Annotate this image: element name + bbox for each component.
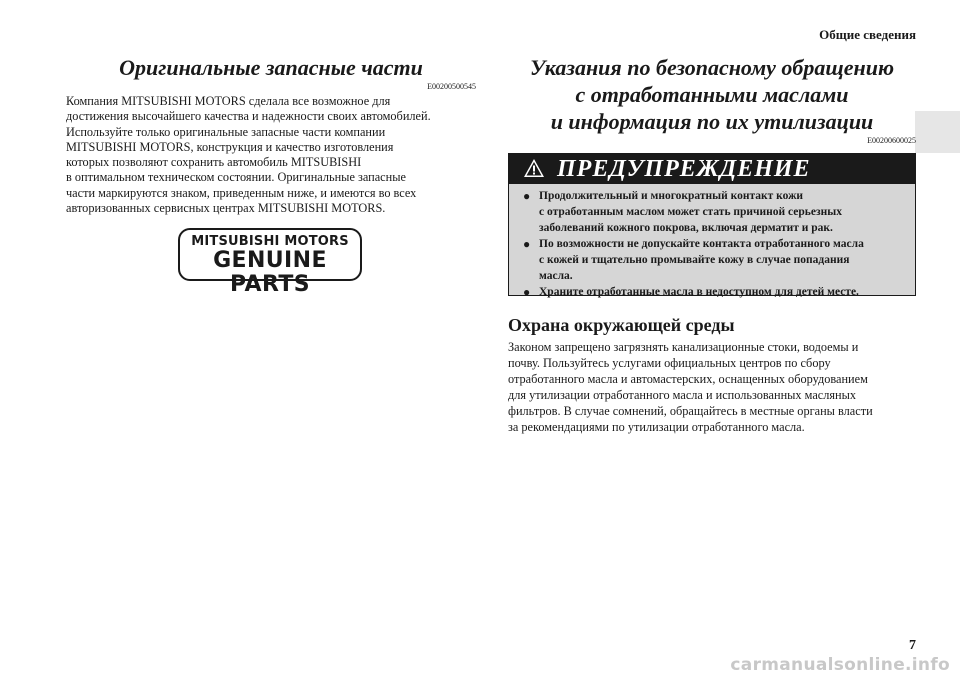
- warning-item: [523, 236, 907, 284]
- used-oil-title: [508, 54, 916, 135]
- text-line: авторизованных сервисных центрах MITSUBISHI MOTORS.: [66, 201, 386, 216]
- warning-line: с отработанным маслом может стать причиной серьезных: [539, 206, 842, 218]
- watermark: carmanualsonline.info: [730, 655, 950, 675]
- genuine-parts-text: [66, 94, 476, 216]
- warning-title: ПРЕДУПРЕЖДЕНИЕ: [557, 156, 811, 182]
- warning-line: заболеваний кожного покрова, включая дерматит и рак.: [539, 222, 833, 234]
- genuine-parts-section: [66, 54, 476, 216]
- warning-line: Продолжительный и многократный контакт кожи: [539, 190, 804, 202]
- text-line: которых позволяют сохранить автомобиль MITSUBISHI: [66, 155, 362, 170]
- text-line: Законом запрещено загрязнять канализационные стоки, водоемы и: [508, 340, 859, 354]
- warning-line: По возможности не допускайте контакта отработанного масла: [539, 238, 864, 250]
- text-line: фильтров. В случае сомнений, обращайтесь в местные органы власти: [508, 404, 873, 418]
- ref-code: E00200500545: [427, 82, 476, 91]
- page-number: 7: [909, 638, 916, 653]
- genuine-parts-logo: [178, 228, 362, 297]
- section-header: Общие сведения: [819, 27, 916, 42]
- text-line: MITSUBISHI MOTORS, конструкция и качество изготовления: [66, 139, 394, 154]
- warning-triangle-icon: [523, 158, 545, 178]
- text-line: Используйте только оригинальные запасные части компании: [66, 124, 386, 139]
- text-line: Компания MITSUBISHI MOTORS сделала все возможное для: [66, 94, 391, 108]
- warning-item: [523, 188, 907, 236]
- genuine-parts-title: Оригинальные запасные части: [119, 55, 423, 80]
- logo-top-text: MITSUBISHI MOTORS: [191, 234, 349, 249]
- text-line: в оптимальном техническом состоянии. Оригинальные запасные: [66, 170, 406, 185]
- text-line: для утилизации отработанного масла и использованных масляных: [508, 388, 857, 402]
- text-line: отработанного масла и автомастерских, оснащенных оборудованием: [508, 372, 868, 386]
- title-line: с отработанными маслами: [575, 82, 849, 107]
- environment-text: [508, 339, 916, 435]
- environment-section: [508, 313, 916, 435]
- warning-line: Храните отработанные масла в недоступном для детей месте.: [539, 286, 859, 298]
- logo-bottom-text: GENUINE PARTS: [213, 248, 327, 297]
- ref-code: E00200600025: [867, 136, 916, 145]
- warning-item: [523, 284, 907, 300]
- bullet-icon: ●: [523, 189, 531, 203]
- warning-header: [509, 154, 915, 184]
- bullet-icon: ●: [523, 285, 531, 299]
- side-tab: [915, 111, 960, 153]
- warning-line: с кожей и тщательно промывайте кожу в случае попадания: [539, 254, 850, 266]
- warning-line: масла.: [539, 270, 573, 282]
- used-oil-section: [508, 54, 916, 146]
- bullet-icon: ●: [523, 237, 531, 251]
- title-line: Указания по безопасному обращению: [530, 55, 894, 80]
- text-line: достижения высочайшего качества и надежности своих автомобилей.: [66, 109, 431, 124]
- environment-title: Охрана окружающей среды: [508, 315, 735, 335]
- text-line: части маркируются знаком, приведенным ниже, и имеются во всех: [66, 185, 417, 200]
- text-line: почву. Пользуйтесь услугами официальных центров по сбору: [508, 356, 831, 370]
- warning-list: [509, 188, 915, 300]
- warning-box: [508, 153, 916, 299]
- text-line: за рекомендациями по утилизации отработанного масла.: [508, 420, 805, 434]
- title-line: и информация по их утилизации: [550, 109, 874, 134]
